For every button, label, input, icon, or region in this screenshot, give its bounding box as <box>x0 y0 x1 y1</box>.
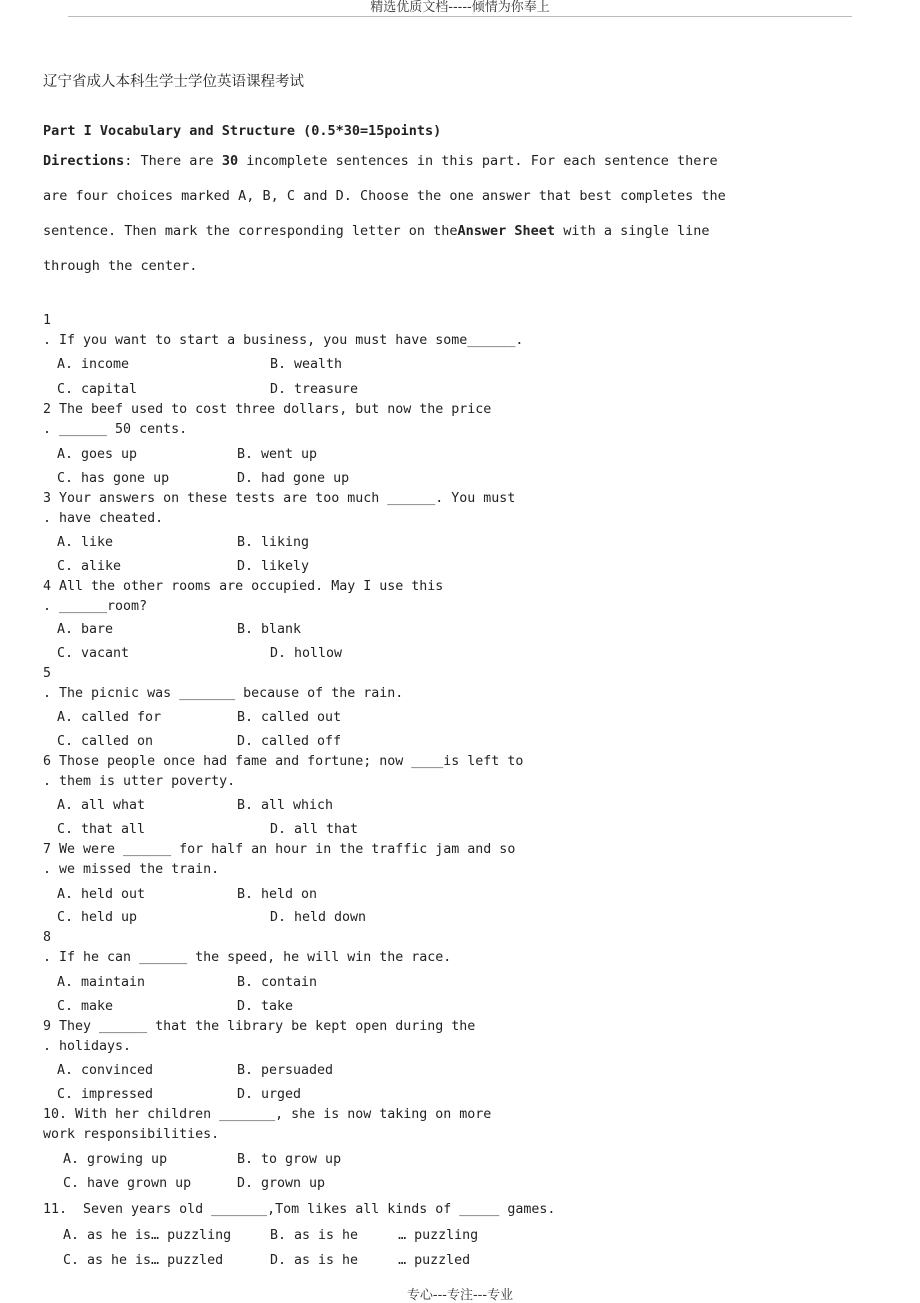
question-6-stem: 6 Those people once had fame and fortune; now ____is left to <box>43 754 524 769</box>
directions-text: : There are <box>124 153 222 169</box>
question-7-stem-cont: . we missed the train. <box>43 862 220 877</box>
question-6-option-d: D. all that <box>270 822 359 837</box>
question-10-stem: 10. With her children _______, she is now taking on more <box>43 1107 492 1122</box>
page-footer: 专心---专注---专业 <box>406 1288 514 1303</box>
question-5-stem: . The picnic was _______ because of the rain. <box>43 686 404 701</box>
question-2-option-a: A. goes up <box>57 447 138 462</box>
question-3-stem: 3 Your answers on these tests are too much ______. You must <box>43 491 516 506</box>
question-2-option-c: C. has gone up <box>57 471 170 486</box>
part-heading: Part I Vocabulary and Structure (0.5*30=15points) <box>43 123 442 139</box>
page-header: 精选优质文档-----倾情为你奉上 <box>370 0 550 15</box>
question-2-option-d: D. had gone up <box>237 471 350 486</box>
question-11-option-d: D. as is he … puzzled <box>270 1253 471 1268</box>
question-3-stem-cont: . have cheated. <box>43 511 164 526</box>
question-7-option-a: A. held out <box>57 887 146 902</box>
question-10-option-a: A. growing up <box>63 1152 168 1167</box>
question-5-option-c: C. called on <box>57 734 154 749</box>
question-1-number: 1 <box>43 313 52 328</box>
question-4-stem-cont: . ______room? <box>43 599 148 614</box>
question-1-option-a: A. income <box>57 357 130 372</box>
question-5-number: 5 <box>43 666 52 681</box>
question-8-option-d: D. take <box>237 999 294 1014</box>
directions-text: incomplete sentences in this part. For each sentence there <box>238 153 718 169</box>
question-4-option-a: A. bare <box>57 622 114 637</box>
question-1-option-d: D. treasure <box>270 382 359 397</box>
question-6-option-a: A. all what <box>57 798 146 813</box>
question-11-option-a: A. as he is… puzzling <box>63 1228 232 1243</box>
question-8-number: 8 <box>43 930 52 945</box>
question-6-option-c: C. that all <box>57 822 146 837</box>
question-8-stem: . If he can ______ the speed, he will win the race. <box>43 950 452 965</box>
question-7-option-c: C. held up <box>57 910 138 925</box>
question-10-option-d: D. grown up <box>237 1176 326 1191</box>
document-title: 辽宁省成人本科生学士学位英语课程考试 <box>43 74 304 90</box>
question-9-option-a: A. convinced <box>57 1063 154 1078</box>
question-2-stem: 2 The beef used to cost three dollars, but now the price <box>43 402 492 417</box>
question-5-option-b: B. called out <box>237 710 342 725</box>
question-8-option-b: B. contain <box>237 975 318 990</box>
question-8-option-c: C. make <box>57 999 114 1014</box>
header-divider <box>68 16 852 17</box>
directions-label: Directions <box>43 153 125 169</box>
question-11-option-b: B. as is he … puzzling <box>270 1228 479 1243</box>
question-4-stem: 4 All the other rooms are occupied. May I use this <box>43 579 444 594</box>
directions-text: with a single line <box>555 223 710 239</box>
question-6-option-b: B. all which <box>237 798 334 813</box>
question-11-option-c: C. as he is… puzzled <box>63 1253 224 1268</box>
question-10-stem-cont: work responsibilities. <box>43 1127 220 1142</box>
question-4-option-c: C. vacant <box>57 646 130 661</box>
question-10-option-b: B. to grow up <box>237 1152 342 1167</box>
question-11-stem: 11. Seven years old _______,Tom likes all kinds of _____ games. <box>43 1202 556 1217</box>
question-6-stem-cont: . them is utter poverty. <box>43 774 236 789</box>
question-3-option-b: B. liking <box>237 535 310 550</box>
directions-line-2: are four choices marked A, B, C and D. Choose the one answer that best completes the <box>43 188 726 204</box>
question-3-option-d: D. likely <box>237 559 310 574</box>
question-2-stem-cont: . ______ 50 cents. <box>43 422 188 437</box>
question-5-option-a: A. called for <box>57 710 162 725</box>
question-4-option-d: D. hollow <box>270 646 343 661</box>
question-4-option-b: B. blank <box>237 622 302 637</box>
question-7-option-b: B. held on <box>237 887 318 902</box>
question-8-option-a: A. maintain <box>57 975 146 990</box>
question-9-stem: 9 They ______ that the library be kept open during the <box>43 1019 476 1034</box>
question-5-option-d: D. called off <box>237 734 342 749</box>
directions-line-1 <box>43 153 718 169</box>
question-7-option-d: D. held down <box>270 910 367 925</box>
question-10-option-c: C. have grown up <box>63 1176 192 1191</box>
question-1-option-c: C. capital <box>57 382 138 397</box>
directions-count: 30 <box>221 153 239 169</box>
directions-line-3 <box>43 223 710 239</box>
question-9-option-b: B. persuaded <box>237 1063 334 1078</box>
directions-text: sentence. Then mark the corresponding letter on the <box>43 223 458 239</box>
directions-line-4: through the center. <box>43 258 198 274</box>
answer-sheet-label: Answer Sheet <box>457 223 556 239</box>
question-1-stem: . If you want to start a business, you must have some______. <box>43 333 524 348</box>
question-7-stem: 7 We were ______ for half an hour in the traffic jam and so <box>43 842 516 857</box>
question-3-option-c: C. alike <box>57 559 122 574</box>
question-9-option-c: C. impressed <box>57 1087 154 1102</box>
question-3-option-a: A. like <box>57 535 114 550</box>
question-2-option-b: B. went up <box>237 447 318 462</box>
question-9-stem-cont: . holidays. <box>43 1039 132 1054</box>
question-1-option-b: B. wealth <box>270 357 343 372</box>
question-9-option-d: D. urged <box>237 1087 302 1102</box>
